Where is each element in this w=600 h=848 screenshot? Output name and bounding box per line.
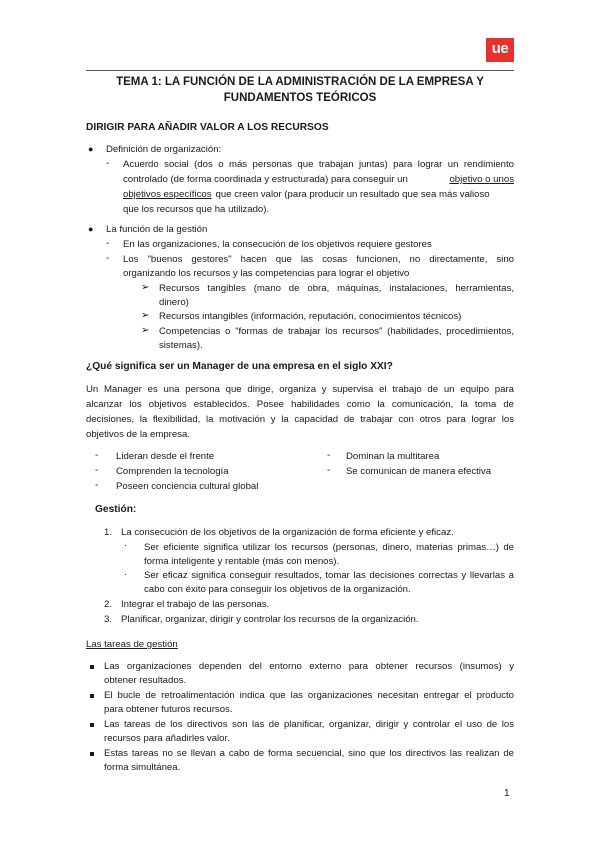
list-item: Dominan la multitarea xyxy=(346,451,440,462)
title-line-2: FUNDAMENTOS TEÓRICOS xyxy=(223,92,377,104)
dash-text: En las organizaciones, la consecución de los objetivos requiere gestores xyxy=(123,239,432,250)
list-item: Comprenden la tecnología xyxy=(116,466,229,477)
list-item: Poseen conciencia cultural global xyxy=(116,481,259,492)
arrow-item-text: Competencias o "formas de trabajar los recursos" (habilidades, procedimientos, xyxy=(159,326,514,337)
arrow-bullet-icon: ➢ xyxy=(141,325,150,336)
square-bullet-icon xyxy=(90,723,94,727)
dash-icon: - xyxy=(106,238,110,249)
list-number: 2. xyxy=(104,599,113,610)
bullet-dot-icon: ● xyxy=(88,224,94,234)
page-title xyxy=(86,74,514,106)
section-heading-gestion: Gestión: xyxy=(95,504,137,515)
bullet-dot-icon: ● xyxy=(88,144,94,154)
numbered-item: La consecución de los objetivos de la organización de forma eficiente y eficaz. xyxy=(121,527,454,538)
title-line-1: TEMA 1: LA FUNCIÓN DE LA ADMINISTRACIÓN DE LA EMPRESA Y xyxy=(116,76,484,88)
paragraph-line: objetivos de la empresa. xyxy=(86,429,190,440)
bullet-text: El bucle de retroalimentación indica que las organizaciones necesitan entregar el producto xyxy=(104,690,514,701)
arrow-item-text: Recursos tangibles (mano de obra, máquinas, instalaciones, herramientas, xyxy=(159,283,514,294)
paragraph-line xyxy=(123,172,514,188)
dash-icon: - xyxy=(327,465,331,476)
bullet-text: para obtener futuros recursos. xyxy=(104,704,233,715)
middot-icon: · xyxy=(124,540,128,551)
paragraph-line: Un Manager es una persona que dirige, organiza y supervisa el trabajo de un equipo para xyxy=(86,384,514,395)
section-heading-tareas: Las tareas de gestión xyxy=(86,639,178,650)
text-span: controlado (de forma coordinada y estructurada) para conseguir un xyxy=(123,174,408,185)
dash-text: organizando los recursos y las competencias para lograr el objetivo xyxy=(123,268,410,279)
square-bullet-icon xyxy=(90,694,94,698)
sub-item-text: forma inteligente y rentable (más con menos). xyxy=(144,556,340,567)
paragraph-line xyxy=(123,187,514,203)
header-rule xyxy=(86,70,514,71)
arrow-bullet-icon: ➢ xyxy=(141,310,150,321)
dash-icon: - xyxy=(95,480,99,491)
bullet-text: recursos para añadirles valor. xyxy=(104,733,230,744)
paragraph-line: Acuerdo social (dos o más personas que trabajan juntas) para lograr un rendimiento xyxy=(123,159,514,170)
arrow-bullet-icon: ➢ xyxy=(141,282,150,293)
list-item: Se comunican de manera efectiva xyxy=(346,466,492,477)
numbered-item: Integrar el trabajo de las personas. xyxy=(121,599,270,610)
list-item: Lideran desde el frente xyxy=(116,451,215,462)
arrow-item-text: Recursos intangibles (información, reputación, conocimientos técnicos) xyxy=(159,311,462,322)
ue-logo: ue xyxy=(486,38,514,62)
paragraph-line: decisiones, la flexibilidad, la motivación y la capacidad de trabajar con otros para lograr los xyxy=(86,414,514,425)
bullet-text: Definición de organización: xyxy=(106,144,222,155)
paragraph-line: que los recursos que ha utilizado). xyxy=(123,204,270,215)
bullet-text: obtener resultados. xyxy=(104,675,187,686)
section-heading-manager: ¿Qué significa ser un Manager de una empresa en el siglo XXI? xyxy=(86,361,393,372)
square-bullet-icon xyxy=(90,752,94,756)
numbered-item: Planificar, organizar, dirigir y controlar los recursos de la organización. xyxy=(121,614,419,625)
bullet-text: forma simultánea. xyxy=(104,762,181,773)
underlined-text: objetivos específicos xyxy=(123,189,212,200)
page-number: 1 xyxy=(504,788,510,799)
sub-item-text: cabo con éxito para conseguir los objetivos de la organización. xyxy=(144,584,411,595)
dash-icon: - xyxy=(106,158,110,169)
sub-item-text: Ser eficaz significa conseguir resultados, tomar las decisiones correctas y llevarlas a xyxy=(144,570,514,581)
underlined-text: objetivo o unos xyxy=(449,174,514,185)
dash-icon: - xyxy=(106,253,110,264)
paragraph-line: alcanzar los objetivos establecidos. Posee habilidades como la comunicación, la toma de xyxy=(86,399,514,410)
middot-icon: · xyxy=(124,569,128,580)
dash-icon: - xyxy=(95,465,99,476)
bullet-text: La función de la gestión xyxy=(106,224,208,235)
sub-item-text: Ser eficiente significa utilizar los recursos (personas, dinero, materias primas…) de xyxy=(144,542,514,553)
bullet-text: Las tareas de los directivos son las de planificar, organizar, dirigir y controlar el uso de los xyxy=(104,719,514,730)
arrow-item-text: sistemas). xyxy=(159,340,203,351)
dash-text: Los "buenos gestores" hacen que las cosas funcionen, no directamente, sino xyxy=(123,254,514,265)
bullet-text: Las organizaciones dependen del entorno externo para obtener recursos (insumos) y xyxy=(104,661,514,672)
dash-icon: - xyxy=(327,450,331,461)
list-number: 3. xyxy=(104,614,113,625)
section-heading-dirigir: DIRIGIR PARA AÑADIR VALOR A LOS RECURSOS xyxy=(86,122,329,133)
bullet-text: Estas tareas no se llevan a cabo de forma secuencial, sino que los directivos las realizan de xyxy=(104,748,514,759)
dash-icon: - xyxy=(95,450,99,461)
text-span: que creen valor (para producir un resultado que sea más valioso xyxy=(215,189,490,200)
arrow-item-text: dinero) xyxy=(159,297,189,308)
list-number: 1. xyxy=(104,527,113,538)
square-bullet-icon xyxy=(90,665,94,669)
